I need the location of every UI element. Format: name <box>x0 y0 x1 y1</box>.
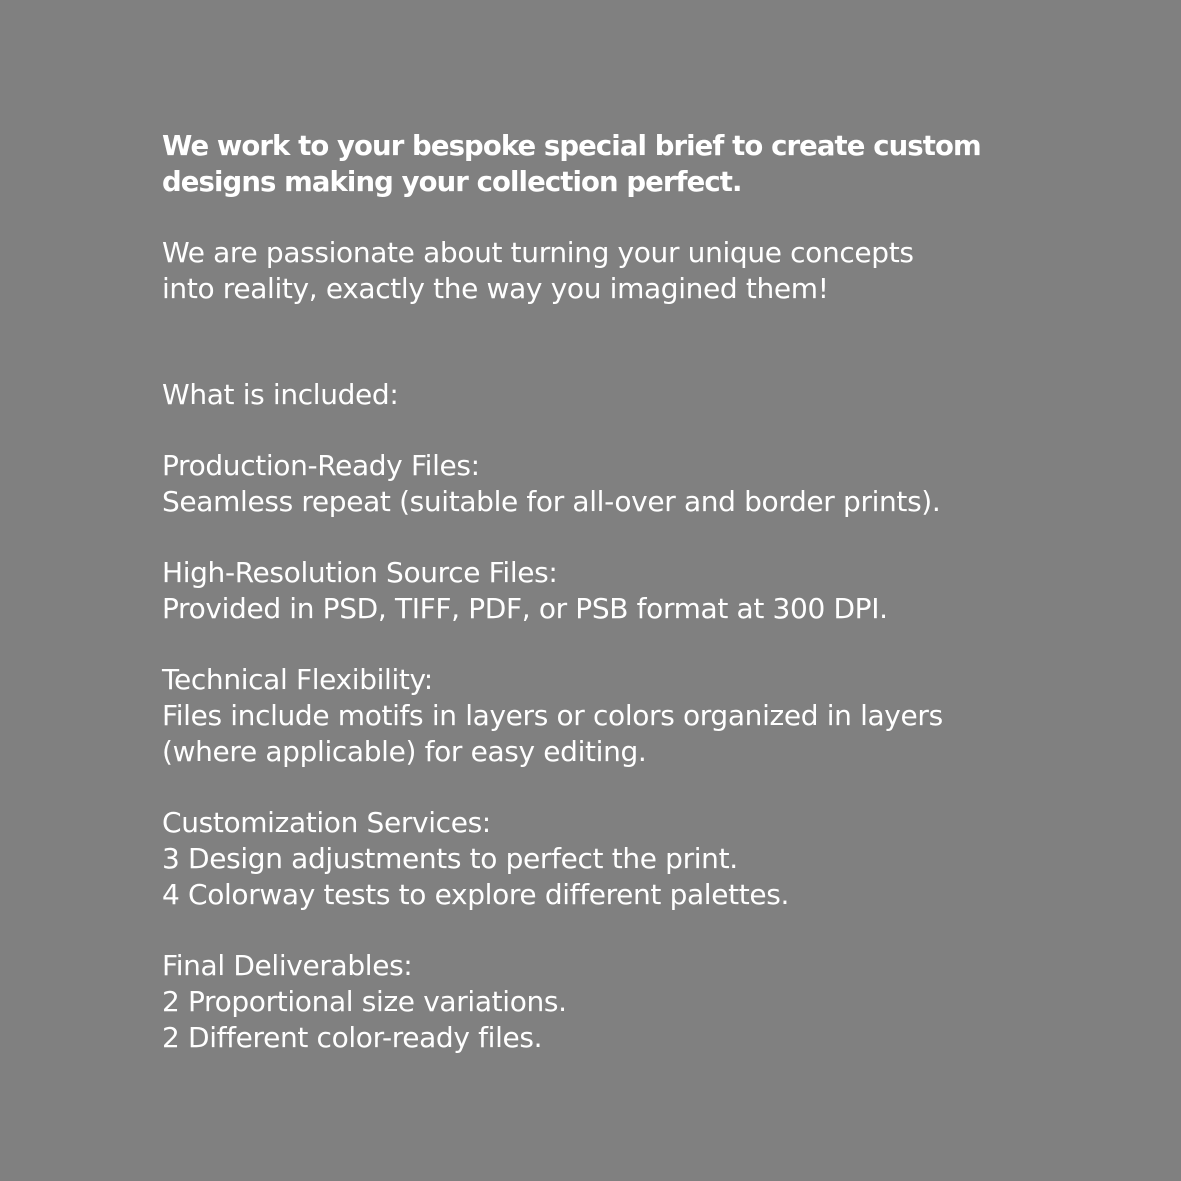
section-heading: Customization Services: <box>162 806 491 839</box>
section-line: 2 Proportional size variations. <box>162 985 567 1018</box>
included-heading: What is included: <box>162 378 399 411</box>
section-heading: Technical Flexibility: <box>162 663 433 696</box>
section-heading: High-Resolution Source Files: <box>162 556 558 589</box>
included-heading-block <box>162 377 1152 413</box>
section-line: 2 Different color-ready files. <box>162 1021 543 1054</box>
intro-paragraph <box>162 128 1152 200</box>
passion-paragraph <box>162 235 1152 307</box>
section-line: (where applicable) for easy editing. <box>162 735 647 768</box>
section-line: 4 Colorway tests to explore different palettes. <box>162 878 790 911</box>
section-line: 3 Design adjustments to perfect the print. <box>162 842 738 875</box>
section-high-resolution-source-files <box>162 555 1152 627</box>
section-heading: Production-Ready Files: <box>162 449 480 482</box>
section-line: Seamless repeat (suitable for all-over and border prints). <box>162 485 941 518</box>
section-heading: Final Deliverables: <box>162 949 413 982</box>
section-customization-services <box>162 805 1152 913</box>
intro-line: designs making your collection perfect. <box>162 166 742 198</box>
description-text-block <box>162 128 1152 1056</box>
section-production-ready-files <box>162 448 1152 520</box>
section-line: Files include motifs in layers or colors organized in layers <box>162 699 943 732</box>
section-final-deliverables <box>162 948 1152 1056</box>
passion-line: into reality, exactly the way you imagined them! <box>162 272 829 305</box>
section-technical-flexibility <box>162 662 1152 770</box>
passion-line: We are passionate about turning your unique concepts <box>162 236 914 269</box>
intro-line: We work to your bespoke special brief to create custom <box>162 130 981 162</box>
section-line: Provided in PSD, TIFF, PDF, or PSB format at 300 DPI. <box>162 592 888 625</box>
